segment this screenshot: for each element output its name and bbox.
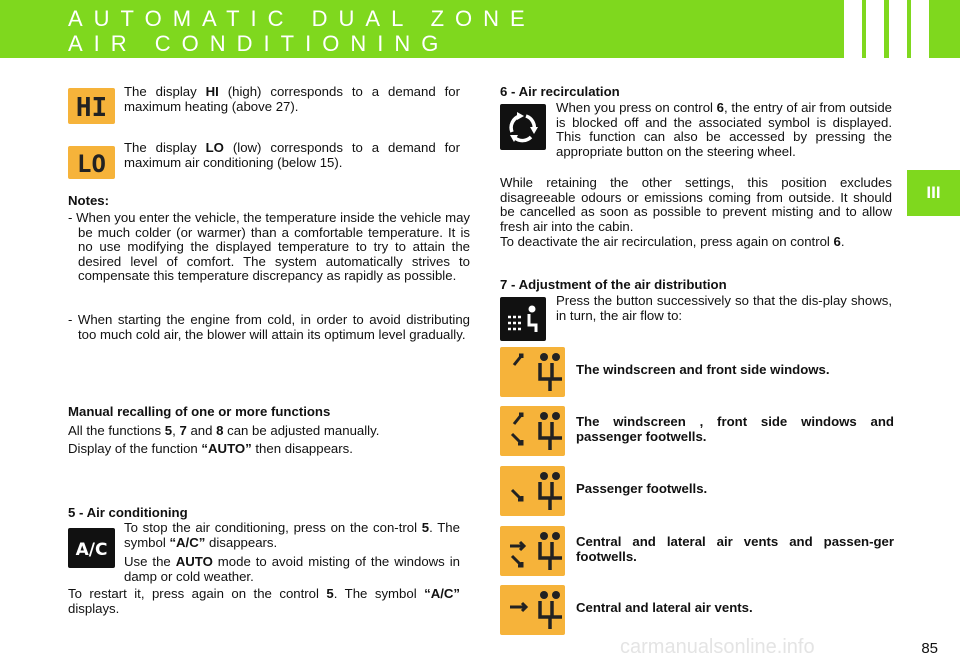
ac-paragraph-1: To stop the air conditioning, press on the con-trol 5. The symbol “A/C” disappears. xyxy=(124,520,460,550)
mode-windscreen: The windscreen and front side windows. xyxy=(576,362,830,377)
watermark: carmanualsonline.info xyxy=(620,636,815,658)
title-line-1: AUTOMATIC DUAL ZONE xyxy=(68,6,536,31)
air-conditioning-title: 5 - Air conditioning xyxy=(68,505,188,520)
page-number: 85 xyxy=(921,640,938,657)
air-distribution-title: 7 - Adjustment of the air distribution xyxy=(500,277,727,292)
recirculation-paragraph-3: To deactivate the air recirculation, press again on control 6. xyxy=(500,234,845,249)
hi-display-icon xyxy=(68,88,115,124)
auto-display-text: Display of the function “AUTO” then disappears. xyxy=(68,441,353,456)
recirculation-icon xyxy=(500,104,546,150)
windscreen-footwell-mode-icon xyxy=(500,406,565,456)
page-title xyxy=(68,6,536,56)
lo-display-icon xyxy=(68,146,115,179)
manual-recall-title: Manual recalling of one or more functions xyxy=(68,404,331,419)
manual-recall-text: All the functions 5, 7 and 8 can be adjusted manually. xyxy=(68,423,380,438)
air-distribution-text: Press the button successively so that the dis-play shows, in turn, the air flow to: xyxy=(556,293,892,323)
lo-description: The display LO (low) corresponds to a demand for maximum air conditioning (below 15). xyxy=(124,140,460,170)
hi-icon-label: HI xyxy=(75,93,108,123)
lo-icon-label: LO xyxy=(77,150,106,178)
recirculation-paragraph-2: While retaining the other settings, this position excludes disagreeable odours or emissions coming from outside. It should be cancelled as soon as possible to prevent misting and to allow fresh air into the cabin. xyxy=(500,175,892,234)
recirculation-paragraph-1: When you press on control 6, the entry of air from outside is blocked off and the associated symbol is displayed. This function can also be accessed by pressing the appropriate button on the steering wheel. xyxy=(556,100,892,159)
air-distribution-icon xyxy=(500,297,546,341)
mode-vents: Central and lateral air vents. xyxy=(576,600,753,615)
windscreen-mode-icon xyxy=(500,347,565,397)
mode-vents-footwells: Central and lateral air vents and passen-ger footwells. xyxy=(576,534,894,564)
ac-paragraph-2: Use the AUTO mode to avoid misting of the windows in damp or cold weather. xyxy=(124,554,460,584)
footwell-mode-icon xyxy=(500,466,565,516)
ac-paragraph-3: To restart it, press again on the control 5. The symbol “A/C” displays. xyxy=(68,586,461,616)
header-stripe xyxy=(866,0,884,58)
vents-footwell-mode-icon xyxy=(500,526,565,576)
ac-icon xyxy=(68,528,115,568)
vents-mode-icon xyxy=(500,585,565,635)
ac-icon-label: A/C xyxy=(75,540,108,560)
header-stripe xyxy=(911,0,929,58)
note-2: - When starting the engine from cold, in order to avoid distributing too much cold air, the blower will attain its optimum level gradually. xyxy=(68,312,470,342)
page-header xyxy=(0,0,960,58)
mode-footwells: Passenger footwells. xyxy=(576,481,708,496)
notes-title: Notes: xyxy=(68,193,110,208)
note-1: - When you enter the vehicle, the temperature inside the vehicle may be much colder (or warmer) than a comfortable temperature. It is no use modifying the displayed temperature to try to attain the desired level of comfort. The system automatically strives to compensate this temperature discrepancy as rapidly as possible. xyxy=(68,210,470,284)
hi-description: The display HI (high) corresponds to a demand for maximum heating (above 27). xyxy=(124,84,460,114)
title-line-2: AIR CONDITIONING xyxy=(68,31,450,56)
header-stripe xyxy=(889,0,907,58)
section-tab: III xyxy=(907,170,960,216)
mode-windscreen-footwells: The windscreen , front side windows and passenger footwells. xyxy=(576,414,894,444)
header-stripe xyxy=(844,0,862,58)
recirculation-title: 6 - Air recirculation xyxy=(500,84,620,99)
